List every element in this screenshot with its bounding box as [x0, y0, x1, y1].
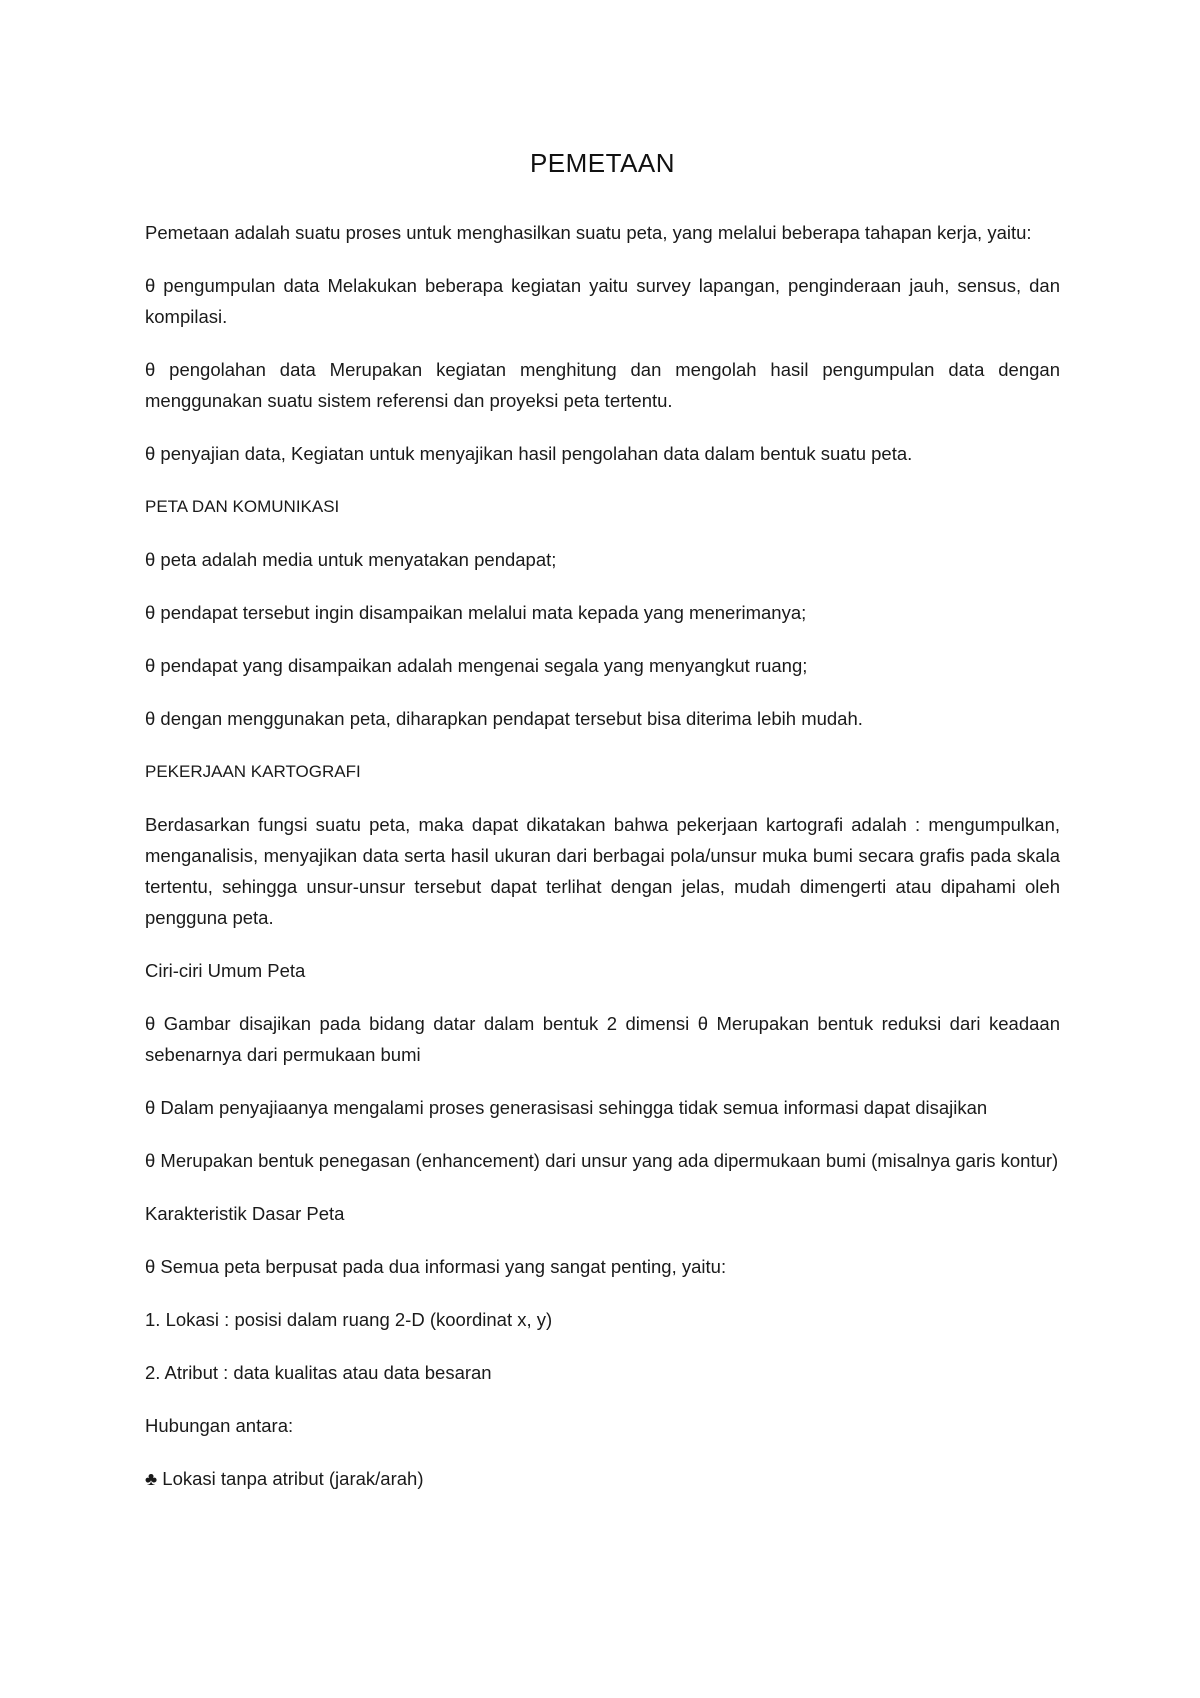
section-heading-ciri-umum: Ciri-ciri Umum Peta	[145, 960, 306, 981]
bullet-pengolahan: θ pengolahan data Merupakan kegiatan menghitung dan mengolah hasil pengumpulan data dengan menggunakan suatu sistem referensi dan proyeksi peta tertentu.	[145, 359, 1060, 411]
kartografi-paragraph: Berdasarkan fungsi suatu peta, maka dapat dikatakan bahwa pekerjaan kartografi adalah : mengumpulkan, menganalisis, menyajikan data serta hasil ukuran dari berbagai pola/unsur muka bumi secara grafis pada skala tertentu, sehingga unsur-unsur tersebut dapat terlihat dengan jelas, mudah dimengerti atau dipahami oleh pengguna peta.	[145, 814, 1060, 928]
bullet-penegasan: θ Merupakan bentuk penegasan (enhancement) dari unsur yang ada dipermukaan bumi (misalnya garis kontur)	[145, 1150, 1059, 1171]
bullet-penyajian: θ penyajian data, Kegiatan untuk menyajikan hasil pengolahan data dalam bentuk suatu peta.	[145, 443, 913, 464]
bullet-dua-informasi: θ Semua peta berpusat pada dua informasi yang sangat penting, yaitu:	[145, 1256, 727, 1277]
bullet-pendapat-ruang: θ pendapat yang disampaikan adalah mengenai segala yang menyangkut ruang;	[145, 655, 808, 676]
intro-paragraph: Pemetaan adalah suatu proses untuk menghasilkan suatu peta, yang melalui beberapa tahapan kerja, yaitu:	[145, 222, 1032, 243]
section-heading-kartografi: PEKERJAAN KARTOGRAFI	[145, 762, 361, 781]
club-bullet-lokasi-tanpa-atribut: ♣ Lokasi tanpa atribut (jarak/arah)	[145, 1468, 424, 1489]
bullet-pendapat-mudah: θ dengan menggunakan peta, diharapkan pendapat tersebut bisa diterima lebih mudah.	[145, 708, 863, 729]
section-heading-peta-komunikasi: PETA DAN KOMUNIKASI	[145, 497, 340, 516]
document-title: PEMETAAN	[529, 148, 676, 178]
bullet-peta-media: θ peta adalah media untuk menyatakan pendapat;	[145, 549, 557, 570]
bullet-generalisasi: θ Dalam penyajiaanya mengalami proses generasisasi sehingga tidak semua informasi dapat disajikan	[145, 1097, 988, 1118]
list-item-atribut: 2. Atribut : data kualitas atau data besaran	[145, 1362, 492, 1383]
list-item-lokasi: 1. Lokasi : posisi dalam ruang 2-D (koordinat x, y)	[145, 1309, 553, 1330]
bullet-pendapat-mata: θ pendapat tersebut ingin disampaikan melalui mata kepada yang menerimanya;	[145, 602, 807, 623]
document-page	[145, 148, 1060, 1516]
hubungan-label: Hubungan antara:	[145, 1415, 294, 1436]
bullet-pengumpulan: θ pengumpulan data Melakukan beberapa kegiatan yaitu survey lapangan, penginderaan jauh, sensus, dan kompilasi.	[145, 275, 1060, 327]
bullet-gambar-2d: θ Gambar disajikan pada bidang datar dalam bentuk 2 dimensi θ Merupakan bentuk reduksi dari keadaan sebenarnya dari permukaan bumi	[145, 1013, 1060, 1065]
section-heading-karakteristik: Karakteristik Dasar Peta	[145, 1203, 345, 1224]
